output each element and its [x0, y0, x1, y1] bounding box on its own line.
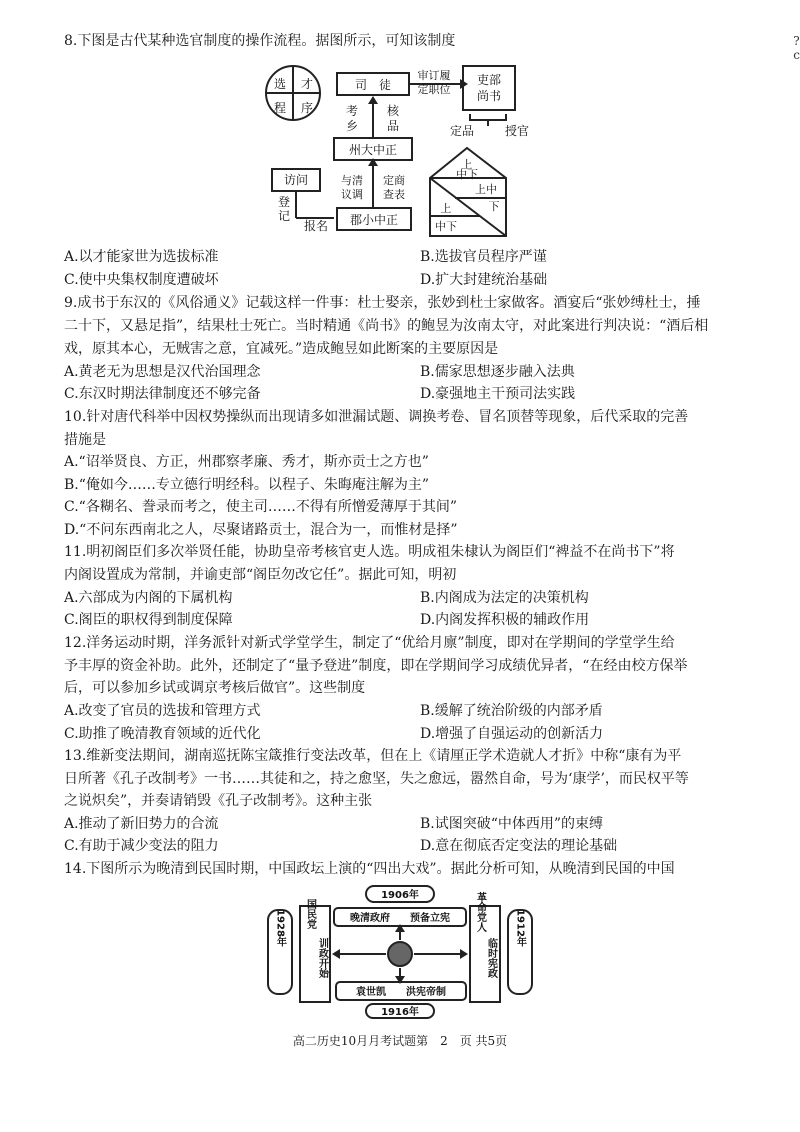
house-char-2: 中下 — [456, 168, 478, 181]
q12-stem-line3: 后，可以参加乡试或调京考核后做官”。这些制度 — [64, 680, 366, 696]
libu-label-2: 尚书 — [476, 89, 502, 103]
top-year-label: 1906年 — [381, 890, 419, 901]
left-year-label: 1928年 — [274, 909, 286, 947]
q10-option-b[interactable]: B.“俺如今……专立德行明经科。以程子、朱晦庵注解为主” — [64, 477, 430, 493]
q13-option-a[interactable]: A.推动了新旧势力的合流 — [64, 816, 219, 832]
q13-option-c[interactable]: C.有助于减少变法的阻力 — [64, 838, 219, 854]
left-party-label: 国民党 — [304, 899, 316, 929]
q9-option-a[interactable]: A.黄老无为思想是汉代治国理念 — [64, 364, 261, 380]
top-event-label: 晚清政府 预备立宪 — [350, 913, 450, 924]
q13-stem-line1: 13.维新变法期间，湖南巡抚陈宝箴推行变法改革，但在上《请厘正学术造就人才折》中称“康有为平 — [64, 748, 682, 764]
yuqing-label-2: 议调 — [341, 188, 363, 201]
q11-option-a[interactable]: A.六部成为内阁的下属机构 — [64, 590, 233, 606]
q13-stem-line2: 日所著《孔子改制考》一书……其徒和之，持之愈坚，失之愈远，嚣然自命，号为‘康学’，而民权平等 — [64, 771, 689, 787]
q11-option-d[interactable]: D.内阁发挥积极的辅政作用 — [420, 612, 590, 628]
shending-label-1: 审订履 — [417, 69, 451, 82]
shending-label-2: 定职位 — [417, 83, 451, 96]
circle-char-2: 才 — [300, 77, 314, 91]
q11-stem-line2: 内阁设置成为常制，并谕吏部“阁臣勿改它任”。据此可知，明初 — [64, 567, 457, 583]
q12-option-d[interactable]: D.增强了自强运动的创新活力 — [420, 726, 604, 742]
left-action-label: 训政开始 — [316, 938, 328, 978]
dengji-label-1: 登 — [277, 195, 291, 209]
libu-label-1: 吏部 — [476, 73, 502, 87]
q13-stem-line3: 之说炽矣”，并奏请销毁《孔子改制考》。这种主张 — [64, 793, 373, 809]
dingshang-label-2: 查表 — [383, 188, 405, 201]
hepin-label-1: 核 — [386, 104, 400, 118]
right-party-label: 革命党人 — [474, 892, 486, 932]
q10-option-a[interactable]: A.“诏举贤良、方正，州郡察孝廉、秀才，斯亦贡士之方也” — [64, 454, 429, 470]
zhoudazhong-label: 州大中正 — [348, 143, 398, 157]
circle-char-4: 序 — [300, 101, 314, 115]
fangwen-label: 访问 — [283, 173, 309, 187]
dingshang-label-1: 定商 — [383, 174, 405, 187]
q9-stem-line1: 9.成书于东汉的《风俗通义》记载这样一件事：杜士娶亲，张妙到杜士家做客。酒宴后“张妙缚杜士，捶 — [64, 295, 701, 311]
shouguan-label: 授官 — [504, 124, 530, 138]
q12-stem-line2: 予丰厚的资金补助。此外，还制定了“量予登进”制度，即在学期间学习成绩优异者，“在经由校方保举 — [64, 658, 688, 674]
q11-option-b[interactable]: B.内阁成为法定的决策机构 — [420, 590, 589, 606]
house-char-3: 上中 — [475, 183, 497, 196]
q9-option-d[interactable]: D.豪强地主干预司法实践 — [420, 386, 576, 402]
q8-option-c[interactable]: C.使中央集权制度遭破坏 — [64, 272, 219, 288]
q9-stem-line2: 二十下，又悬足指”，结果杜士死亡。当时精通《尚书》的鲍昱为汝南太守，对此案进行判决说：“酒后相 — [64, 318, 709, 334]
q8-option-d[interactable]: D.扩大封建统治基础 — [420, 272, 548, 288]
house-char-6: 中下 — [435, 220, 457, 233]
circle-char-3: 程 — [273, 101, 287, 115]
q14-stem: 14.下图所示为晚清到民国时期，中国政坛上演的“四出大戏”。据此分析可知，从晚清到民国的中国 — [64, 861, 675, 877]
house-char-5: 上 — [440, 202, 452, 215]
q12-stem-line1: 12.洋务运动时期，洋务派针对新式学堂学生，制定了“优给月廪”制度，即对在学期间的学堂学生给 — [64, 635, 675, 651]
q13-option-b[interactable]: B.试图突破“中体西用”的束缚 — [420, 816, 604, 832]
baoming-label: 报名 — [303, 219, 329, 233]
kaoxiang-label-1: 考 — [345, 104, 359, 118]
q11-option-c[interactable]: C.阁臣的职权得到制度保障 — [64, 612, 233, 628]
house-char-1: 上 — [461, 158, 473, 171]
q9-option-c[interactable]: C.东汉时期法律制度还不够完备 — [64, 386, 261, 402]
junxiaozhong-label: 郡小中正 — [349, 213, 399, 227]
q10-option-d[interactable]: D.“不问东西南北之人，尽聚诸路贡士，混合为一，而惟材是择” — [64, 522, 458, 538]
q10-stem-line2: 措施是 — [64, 432, 106, 448]
right-year-label: 1912年 — [514, 909, 526, 947]
dingpin-label: 定品 — [449, 124, 475, 138]
q9-option-b[interactable]: B.儒家思想逐步融入法典 — [420, 364, 575, 380]
kaoxiang-label-2: 乡 — [345, 119, 359, 133]
q8-stem: 8.下图是古代某种选官制度的操作流程。据图所示，可知该制度 — [64, 33, 456, 49]
bottom-event-label: 袁世凯 洪宪帝制 — [356, 987, 446, 998]
dengji-label-2: 记 — [277, 209, 291, 223]
right-action-label: 临时宪政 — [485, 938, 497, 978]
q13-option-d[interactable]: D.意在彻底否定变法的理论基础 — [420, 838, 618, 854]
situ-label: 司 徒 — [354, 78, 392, 92]
q10-stem-line1: 10.针对唐代科举中因权势操纵而出现请多如泄漏试题、调换考卷、冒名顶替等现象，后代采取的完善 — [64, 409, 689, 425]
q14-diagram — [0, 884, 800, 1019]
hepin-label-2: 品 — [386, 119, 400, 133]
circle-char-1: 选 — [273, 77, 287, 91]
q12-option-c[interactable]: C.助推了晚清教育领域的近代化 — [64, 726, 261, 742]
q10-option-c[interactable]: C.“各糊名、誊录而考之，使主司……不得有所憎爱薄厚于其间” — [64, 499, 457, 515]
bottom-year-label: 1916年 — [381, 1007, 419, 1018]
q8-option-a[interactable]: A.以才能家世为选拔标准 — [64, 249, 219, 265]
q12-option-a[interactable]: A.改变了官员的选拔和管理方式 — [64, 703, 261, 719]
yuqing-label-1: 与清 — [341, 174, 363, 187]
q12-option-b[interactable]: B.缓解了统治阶级的内部矛盾 — [420, 703, 603, 719]
edge-fragment: ? c — [793, 34, 800, 62]
q8-diagram — [0, 60, 800, 240]
house-char-4: 下 — [488, 200, 500, 213]
q11-stem-line1: 11.明初阁臣们多次举贤任能，协助皇帝考核官吏人选。明成祖朱棣认为阁臣们“裨益不在尚书下”将 — [64, 544, 675, 560]
q8-option-b[interactable]: B.选拔官员程序严谨 — [420, 249, 547, 265]
q9-stem-line3: 戏，原其本心，无贼害之意，宜减死。”造成鲍昱如此断案的主要原因是 — [64, 341, 499, 357]
page-footer: 高二历史10月月考试题第 2 页 共5页 — [292, 1034, 508, 1048]
